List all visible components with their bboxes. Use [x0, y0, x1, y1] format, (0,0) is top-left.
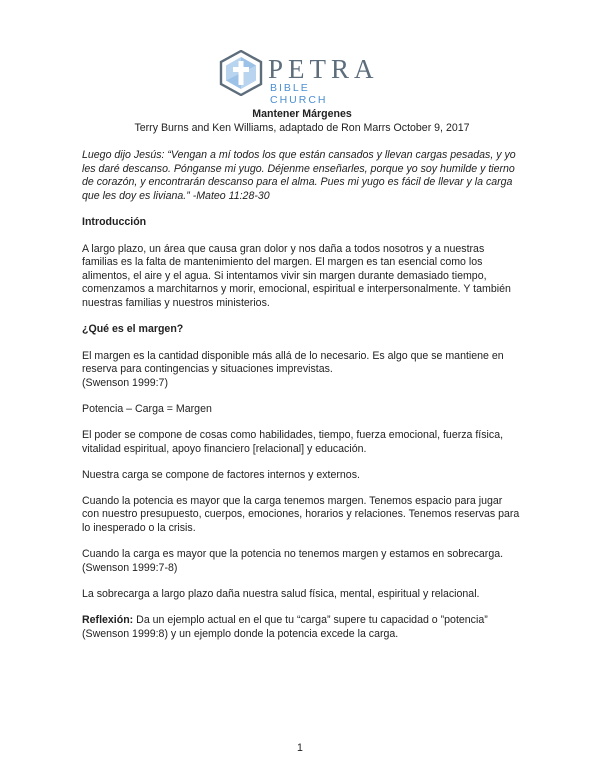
intro-paragraph: A largo plazo, un área que causa gran dolor y nos daña a todos nosotros y a nuestras familias es la falta de mantenimiento del margen. El margen es tan esencial como los alimentos, el aire y el agua. Si intentamos vivir sin margen durante demasiado tiempo, comenzamos a marchitarnos y morir, emocional, espiritual e interpersonalmente. Y también nuestras familias y nuestros ministerios.	[82, 242, 511, 310]
margin-formula: Potencia – Carga = Margen	[82, 403, 212, 415]
section-heading-margin: ¿Qué es el margen?	[82, 323, 184, 336]
reflection-paragraph	[82, 614, 522, 641]
overload-paragraph: La sobrecarga a largo plazo daña nuestra salud física, mental, espiritual y relacional.	[82, 587, 480, 600]
logo-wordmark: PETRA	[268, 54, 379, 84]
section-heading-intro: Introducción	[82, 216, 147, 229]
logo-subtitle: BIBLE CHURCH	[270, 82, 328, 106]
document-body	[82, 108, 522, 654]
margin-yes-paragraph: Cuando la potencia es mayor que la carga tenemos margen. Tenemos espacio para jugar con nuestro presupuesto, cuerpos, emociones, horarios y relaciones. Tenemos reservas para lo inesperado o la crisis.	[82, 494, 520, 535]
document-subtitle: Terry Burns and Ken Williams, adaptado de Ron Marrs October 9, 2017	[134, 121, 470, 134]
margin-citation: (Swenson 1999:7)	[82, 376, 168, 389]
margin-no-paragraph	[82, 548, 522, 575]
margin-definition	[82, 350, 522, 391]
petra-logo	[218, 50, 379, 106]
reflection-text: Da un ejemplo actual en el que tu “carga” supere tu capacidad o ”potencia” (Swenson 1999:8) y un ejemplo donde la potencia excede la carga.	[82, 613, 488, 640]
document-title: Mantener Márgenes	[252, 108, 352, 120]
margin-no-citation: (Swenson 1999:7-8)	[82, 561, 178, 574]
hexagon-cross-icon	[218, 50, 264, 96]
load-paragraph: Nuestra carga se compone de factores internos y externos.	[82, 468, 360, 481]
power-paragraph: El poder se compone de cosas como habilidades, tiempo, fuerza emocional, fuerza física, vitalidad espiritual, apoyo financiero [relacional] y educación.	[82, 429, 504, 455]
scripture-quote: Luego dijo Jesús: “Vengan a mí todos los que están cansados y llevan cargas pesadas, y yo les daré descanso. Pónganse mi yugo. Déjenme enseñarles, porque yo soy humilde y tierno de corazón, y encontrarán descanso para el alma. Pues mi yugo es fácil de llevar y la carga que les doy es liviana.” -Mateo 11:28-30	[82, 149, 516, 202]
margin-definition-text: El margen es la cantidad disponible más allá de lo necesario. Es algo que se mantiene en reserva para contingencias y situaciones imprevistas.	[82, 349, 504, 376]
page-number: 1	[297, 742, 303, 754]
reflection-label: Reflexión:	[82, 613, 134, 626]
margin-no-text: Cuando la carga es mayor que la potencia no tenemos margen y estamos en sobrecarga.	[82, 548, 504, 561]
